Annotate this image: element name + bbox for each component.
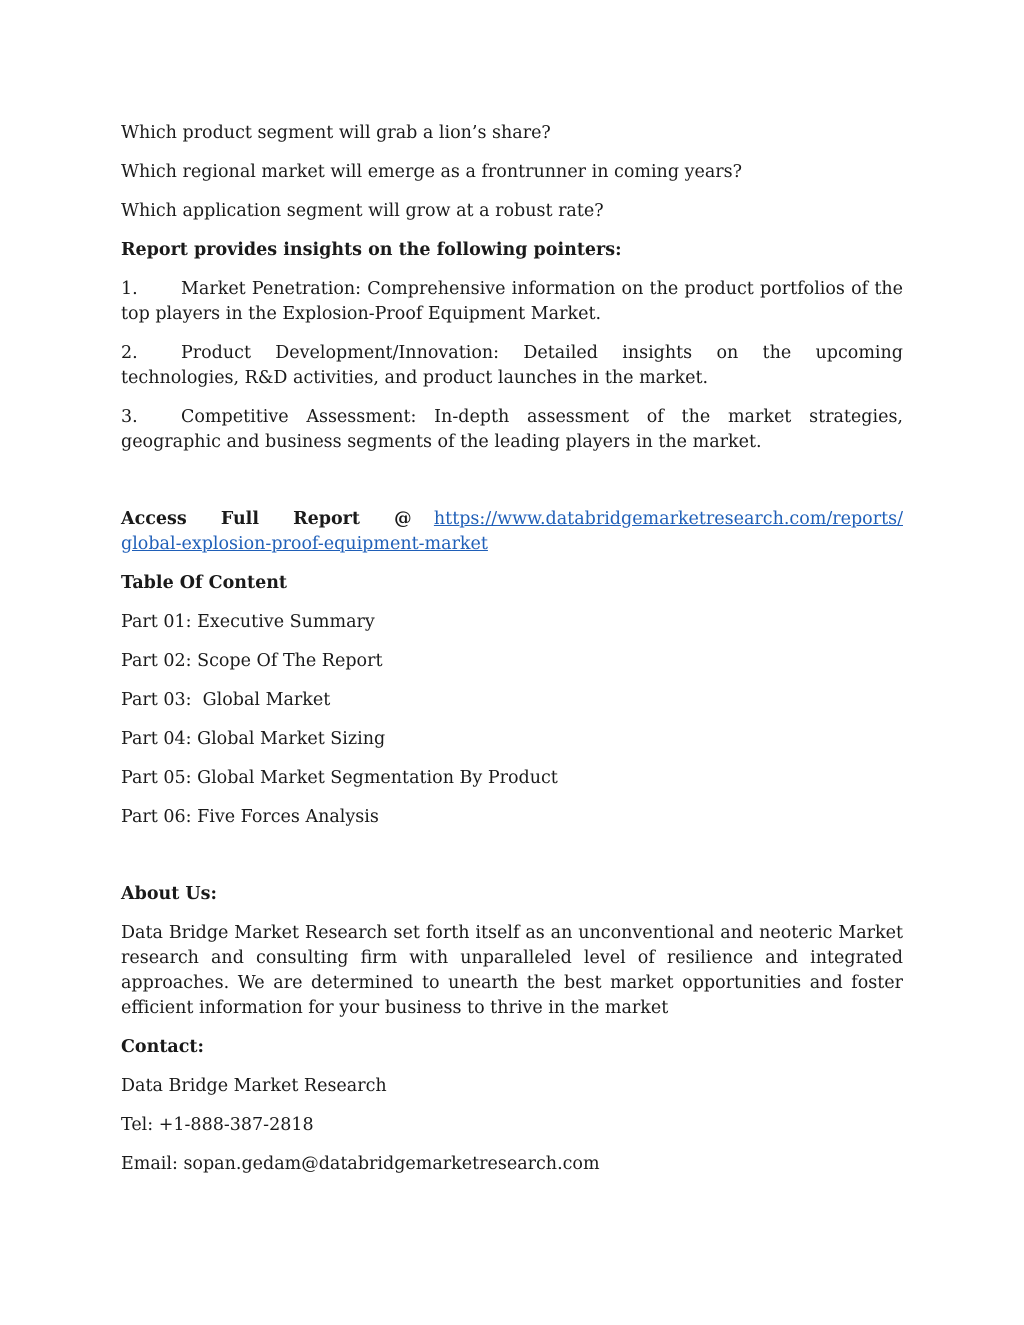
- toc-item: Part 02: Scope Of The Report: [121, 651, 383, 671]
- pointer-text: Market Penetration: Comprehensive information on the product portfolios of the top players in the Explosion-Proof Equipment Market.: [121, 279, 903, 324]
- report-link[interactable]: https://www.databridgemarketresearch.com/reports/global-explosion-proof-equipment-market: [121, 509, 903, 554]
- toc-item: Part 05: Global Market Segmentation By Product: [121, 768, 558, 788]
- pointer-text: Product Development/Innovation: Detailed insights on the upcoming technologies, R&D activities, and product launches in the market.: [121, 343, 903, 388]
- contact-company: Data Bridge Market Research: [121, 1076, 387, 1096]
- pointer-item: [121, 277, 903, 327]
- toc-item: Part 04: Global Market Sizing: [121, 729, 386, 749]
- contact-email: Email: sopan.gedam@databridgemarketresearch.com: [121, 1154, 600, 1174]
- toc-item: Part 03: Global Market: [121, 690, 331, 710]
- about-text: Data Bridge Market Research set forth itself as an unconventional and neoteric Market research and consulting firm with unparalleled level of resilience and integrated approaches. We are determined to unearth the best market opportunities and foster efficient information for your business to thrive in the market: [121, 923, 903, 1018]
- pointer-item: [121, 341, 903, 391]
- question-product-segment: Which product segment will grab a lion’s share?: [121, 123, 551, 143]
- question-regional-market: Which regional market will emerge as a frontrunner in coming years?: [121, 162, 743, 182]
- pointer-number: 1.: [121, 279, 138, 299]
- question-application-segment: Which application segment will grow at a robust rate?: [121, 201, 604, 221]
- contact-heading: Contact:: [121, 1037, 204, 1057]
- document-body: [121, 121, 903, 1191]
- pointer-item: [121, 405, 903, 455]
- about-heading: About Us:: [121, 884, 217, 904]
- contact-tel: Tel: +1-888-387-2818: [121, 1115, 314, 1135]
- pointer-number: 2.: [121, 343, 138, 363]
- toc-item: Part 06: Five Forces Analysis: [121, 807, 379, 827]
- access-label: Access Full Report @: [121, 509, 412, 529]
- toc-heading: Table Of Content: [121, 573, 288, 593]
- insights-heading: Report provides insights on the following pointers:: [121, 240, 622, 260]
- pointer-text: Competitive Assessment: In-depth assessment of the market strategies, geographic and business segments of the leading players in the market.: [121, 407, 903, 452]
- toc-item: Part 01: Executive Summary: [121, 612, 375, 632]
- access-full-report: [121, 507, 903, 557]
- pointer-number: 3.: [121, 407, 138, 427]
